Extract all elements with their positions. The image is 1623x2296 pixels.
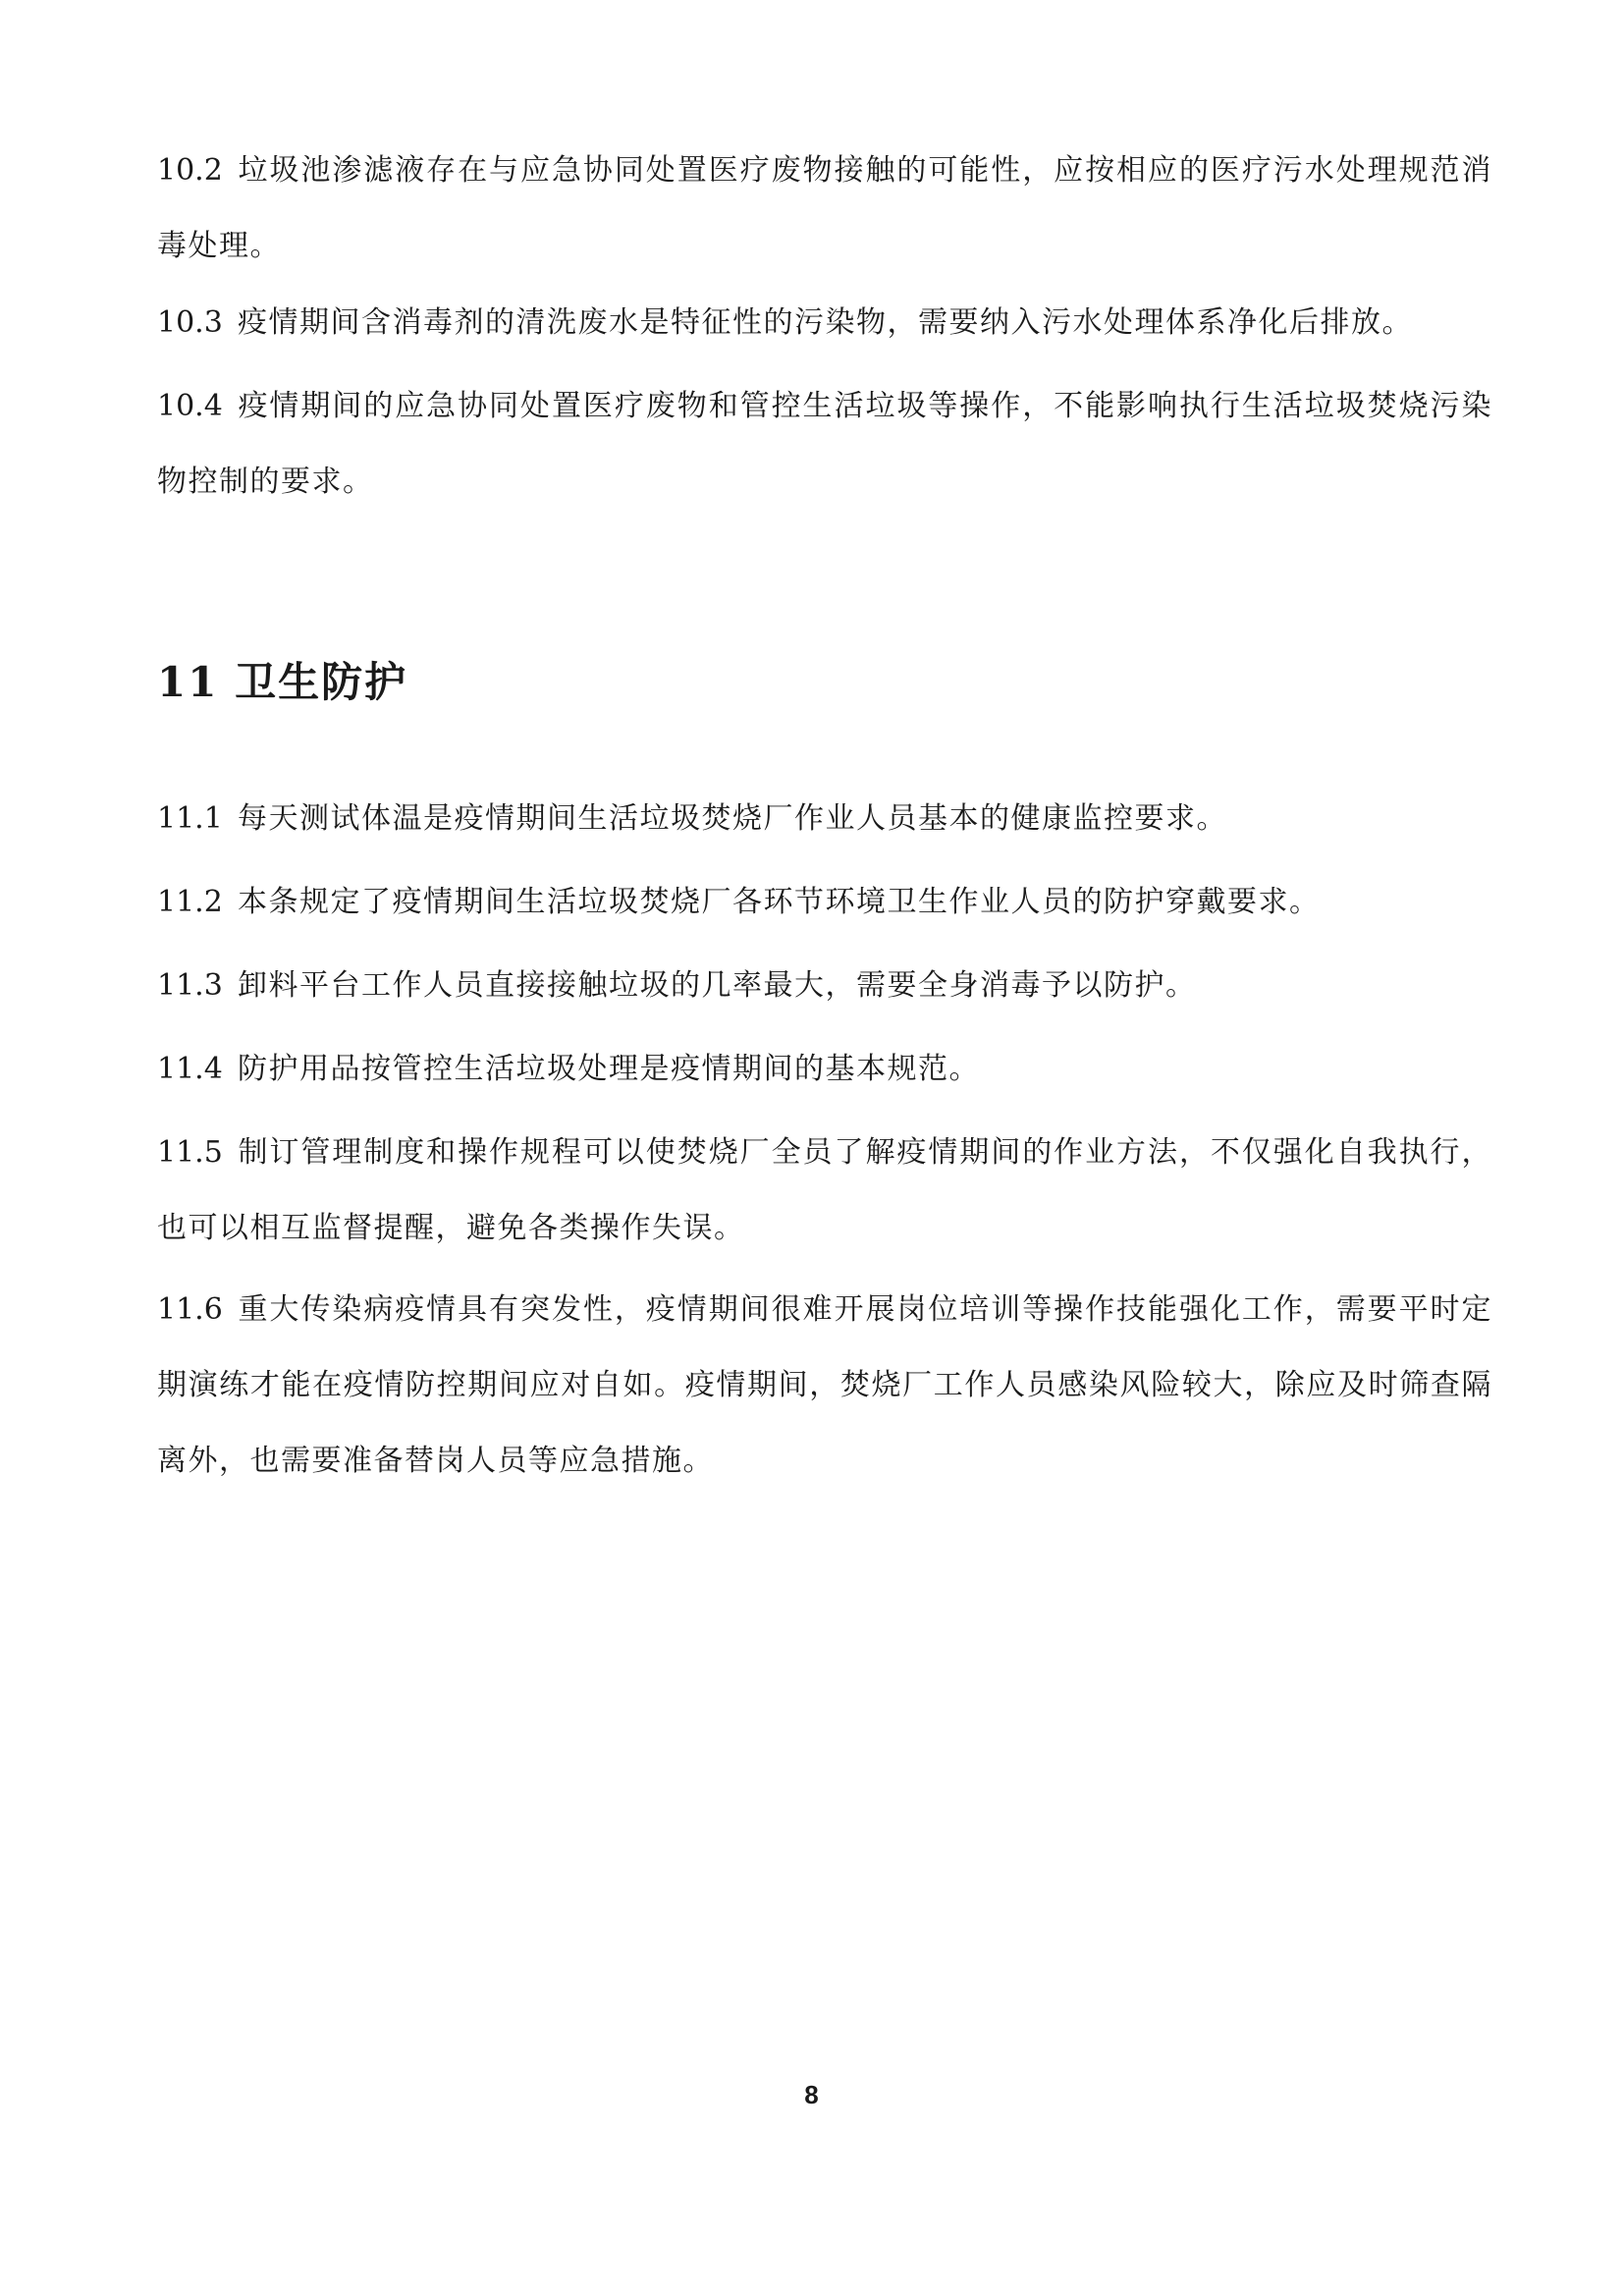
page-number: 8 bbox=[804, 2080, 819, 2109]
clause-11-2 bbox=[157, 864, 1492, 940]
clause-number: 10.4 bbox=[157, 389, 223, 423]
clause-number: 11.1 bbox=[157, 801, 223, 836]
clause-text: 每天测试体温是疫情期间生活垃圾焚烧厂作业人员基本的健康监控要求。 bbox=[238, 801, 1227, 836]
clause-text: 重大传染病疫情具有突发性，疫情期间很难开展岗位培训等操作技能强化工作，需要平时定期演练才能在疫情防控期间应对自如。疫情期间，焚烧厂工作人员感染风险较大，除应及时筛查隔离外，也需要准备替岗人员等应急措施。 bbox=[157, 1292, 1492, 1478]
clause-text: 本条规定了疫情期间生活垃圾焚烧厂各环节环境卫生作业人员的防护穿戴要求。 bbox=[238, 885, 1321, 919]
clause-text: 疫情期间的应急协同处置医疗废物和管控生活垃圾等操作，不能影响执行生活垃圾焚烧污染物控制的要求。 bbox=[157, 389, 1492, 499]
clause-number: 11.4 bbox=[157, 1052, 223, 1086]
clause-text: 防护用品按管控生活垃圾处理是疫情期间的基本规范。 bbox=[238, 1052, 980, 1086]
clause-text: 垃圾池渗滤液存在与应急协同处置医疗废物接触的可能性，应按相应的医疗污水处理规范消毒处理。 bbox=[157, 153, 1492, 263]
clause-text: 制订管理制度和操作规程可以使焚烧厂全员了解疫情期间的作业方法，不仅强化自我执行，也可以相互监督提醒，避免各类操作失误。 bbox=[157, 1135, 1492, 1245]
clause-number: 11.3 bbox=[157, 968, 223, 1003]
clause-number: 11.2 bbox=[157, 885, 223, 919]
clause-number: 11.5 bbox=[157, 1135, 223, 1170]
section-heading: 11 卫生防护 bbox=[157, 658, 408, 706]
clause-number: 10.2 bbox=[157, 153, 223, 188]
clause-11-4 bbox=[157, 1031, 1492, 1107]
clause-11-5 bbox=[157, 1115, 1492, 1266]
clause-10-3 bbox=[157, 285, 1492, 360]
clause-number: 10.3 bbox=[157, 305, 223, 340]
clause-text: 卸料平台工作人员直接接触垃圾的几率最大，需要全身消毒予以防护。 bbox=[238, 968, 1197, 1003]
clause-text: 疫情期间含消毒剂的清洗废水是特征性的污染物，需要纳入污水处理体系净化后排放。 bbox=[238, 305, 1413, 340]
clause-10-4 bbox=[157, 368, 1492, 519]
clause-11-3 bbox=[157, 948, 1492, 1023]
clause-10-2 bbox=[157, 133, 1492, 284]
clause-11-1 bbox=[157, 781, 1492, 856]
clause-11-6 bbox=[157, 1272, 1492, 1499]
clause-number: 11.6 bbox=[157, 1292, 223, 1327]
